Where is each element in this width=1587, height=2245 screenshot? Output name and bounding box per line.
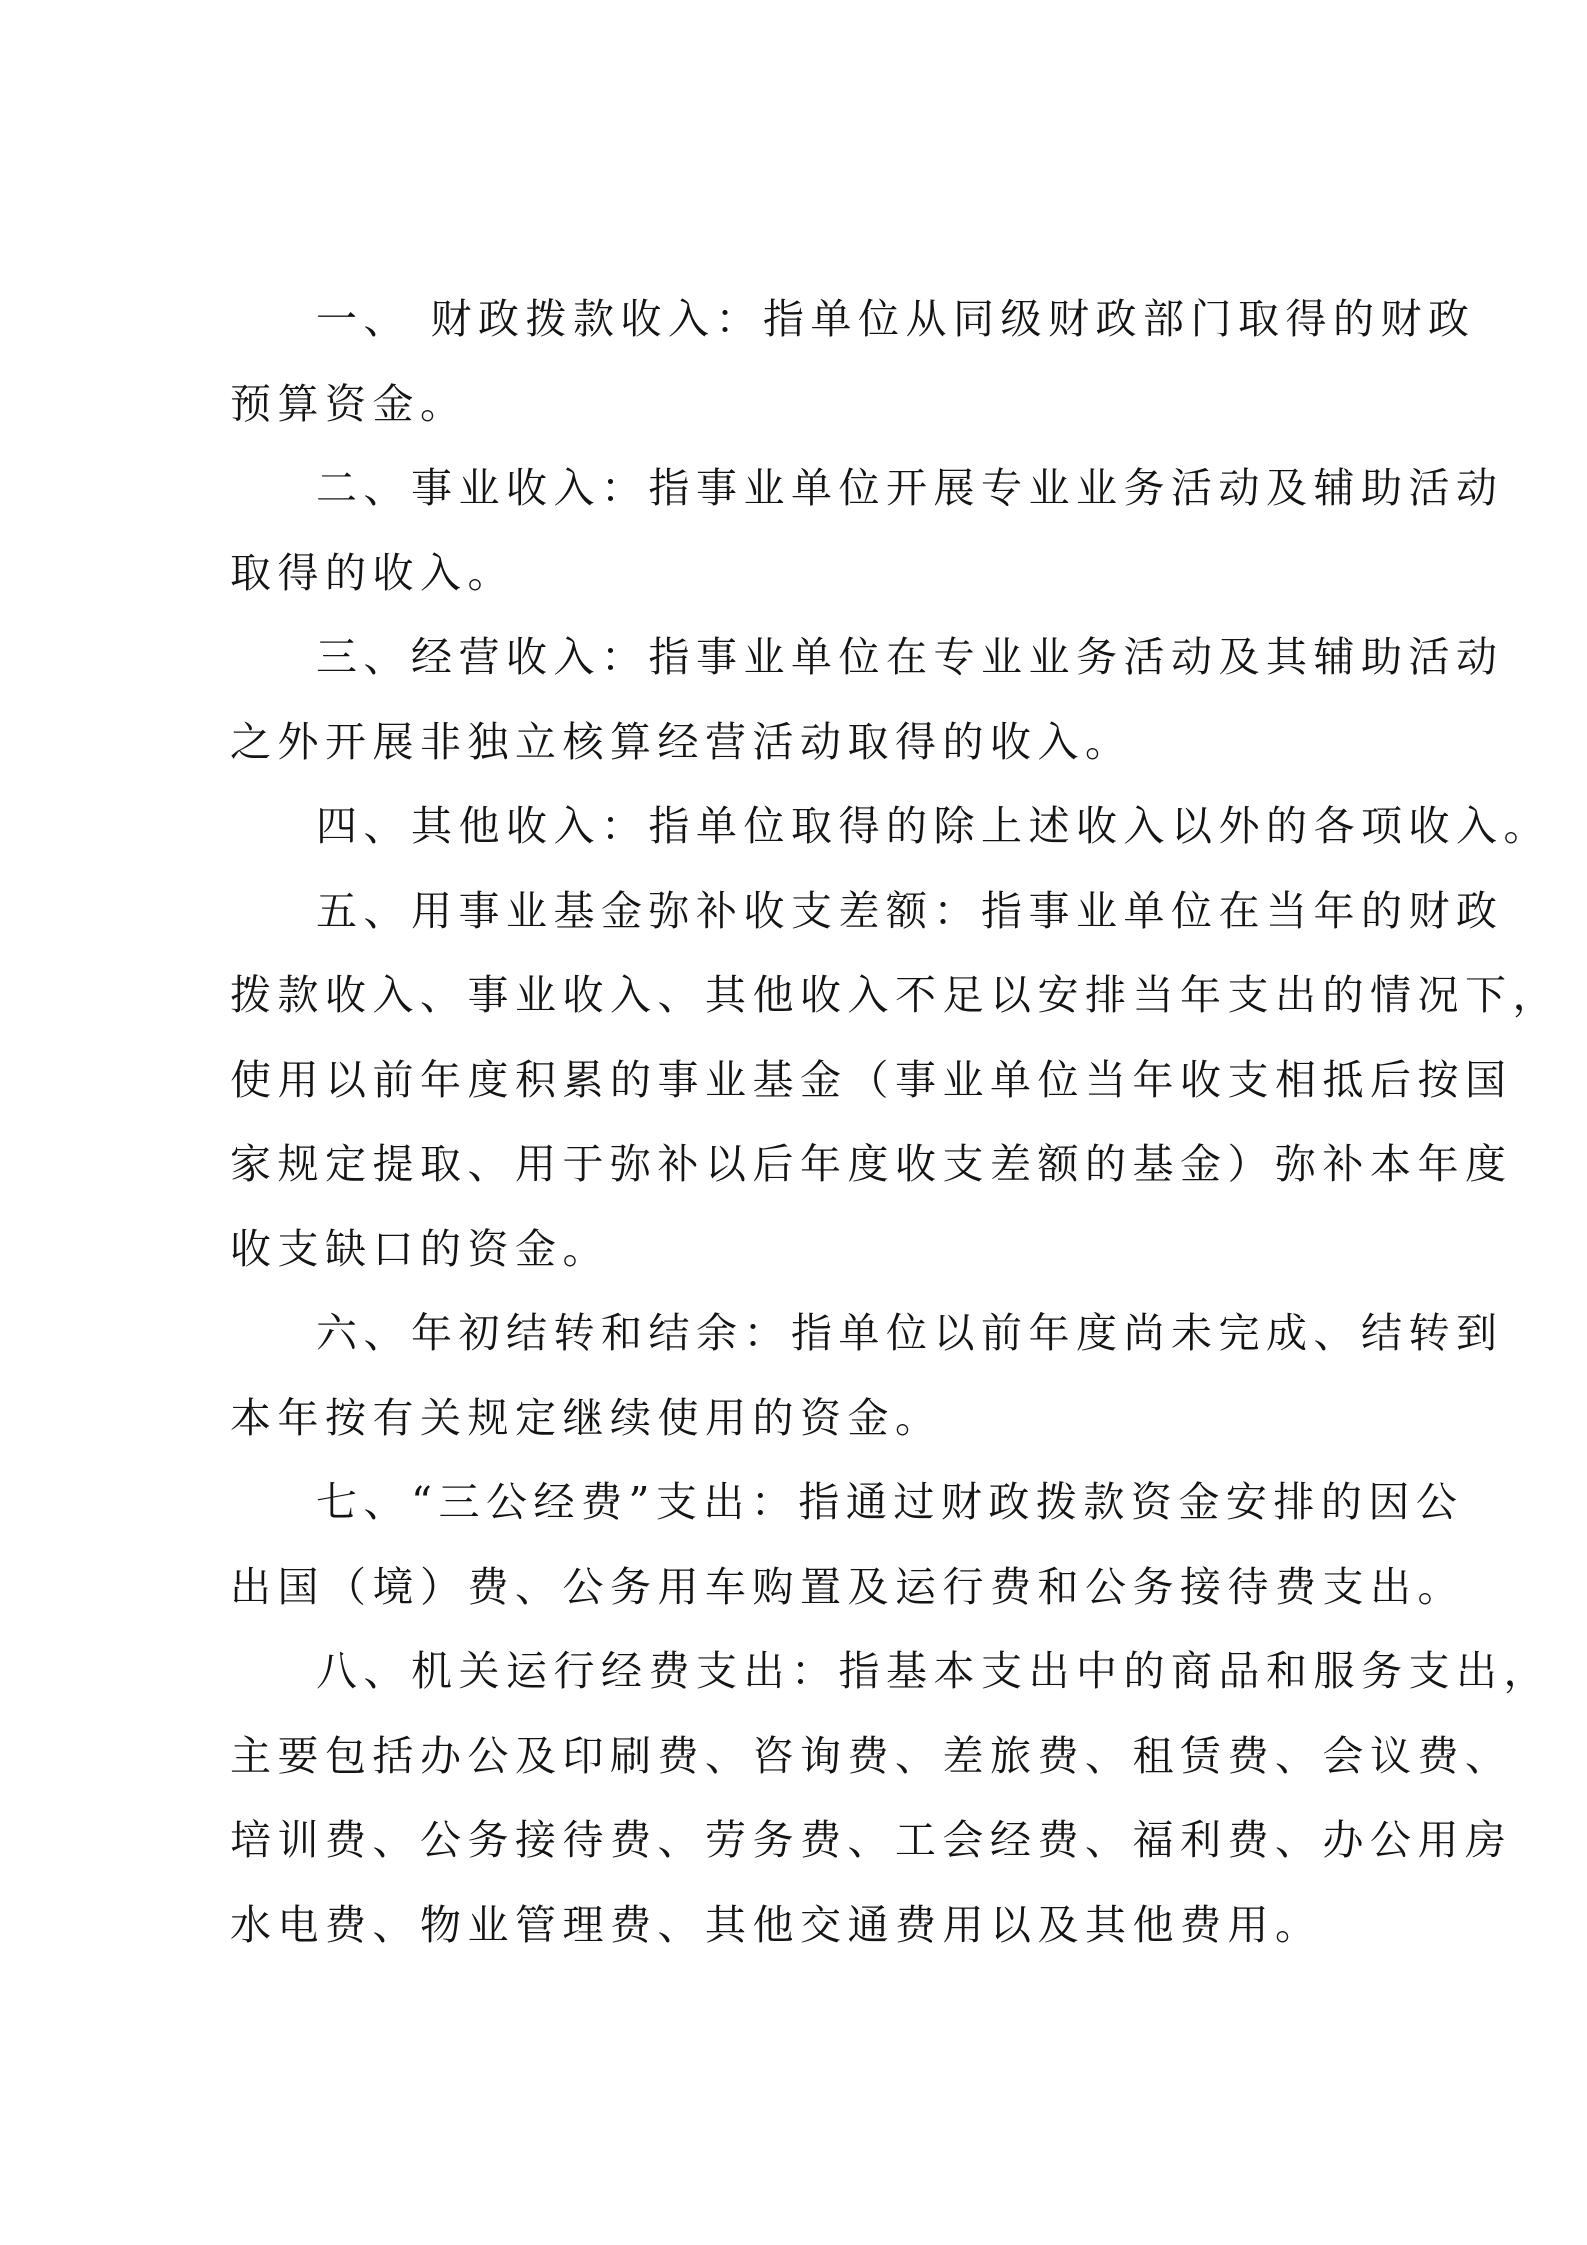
definition-7-line-2: 出国（境）费、公务用车购置及运行费和公务接待费支出。 [230,1562,1465,1611]
definition-8-line-3: 培训费、公务接待费、劳务费、工会经费、福利费、办公用房 [230,1816,1513,1864]
definition-7-line-1: 七、“三公经费”支出：指通过财政拨款资金安排的因公 [316,1478,1464,1526]
definition-1-line-2: 预算资金。 [230,379,468,428]
definition-6-line-2: 本年按有关规定继续使用的资金。 [230,1393,943,1442]
definition-5-line-1: 五、用事业基金弥补收支差额：指事业单位在当年的财政 [316,886,1504,935]
definition-3-line-1: 三、经营收入：指事业单位在专业业务活动及其辅助活动 [316,633,1504,681]
definition-8-line-2: 主要包括办公及印刷费、咨询费、差旅费、租赁费、会议费、 [230,1731,1513,1780]
definition-8-line-4: 水电费、物业管理费、其他交通费用以及其他费用。 [230,1900,1323,1949]
definition-4-line-1: 四、其他收入：指单位取得的除上述收入以外的各项收入。 [316,802,1551,850]
definition-2-line-1: 二、事业收入：指事业单位开展专业业务活动及辅助活动 [316,464,1504,512]
definition-5-line-5: 收支缺口的资金。 [230,1224,610,1273]
definition-6-line-1: 六、年初结转和结余：指单位以前年度尚未完成、结转到 [316,1309,1504,1357]
document-body [230,277,1560,1967]
definition-8-line-1: 八、机关运行经费支出：指基本支出中的商品和服务支出， [316,1647,1551,1695]
definition-3-line-2: 之外开展非独立核算经营活动取得的收入。 [230,717,1133,766]
definition-1-line-1: 一、 财政拨款收入：指单位从同级财政部门取得的财政 [316,295,1476,343]
definition-5-line-4: 家规定提取、用于弥补以后年度收支差额的基金）弥补本年度 [230,1140,1513,1188]
definition-5-line-2: 拨款收入、事业收入、其他收入不足以安排当年支出的情况下， [230,971,1560,1019]
definition-5-line-3: 使用以前年度积累的事业基金（事业单位当年收支相抵后按国 [230,1055,1513,1104]
definition-2-line-2: 取得的收入。 [230,548,515,597]
